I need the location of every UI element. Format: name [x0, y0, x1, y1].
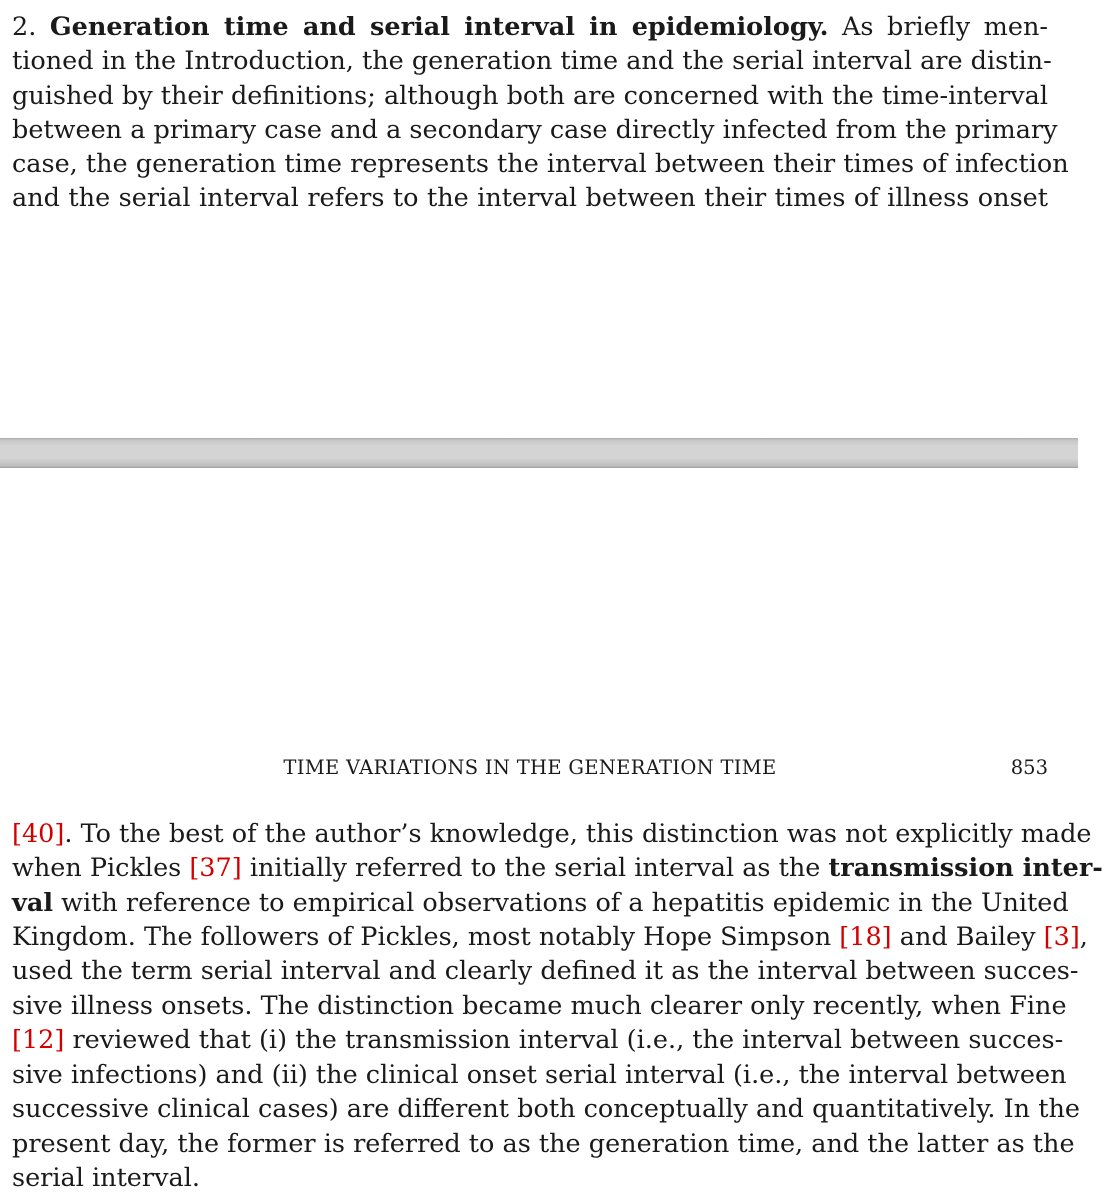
text-line: sive infections) and (ii) the clinical onset serial interval (i.e., the interval between: [12, 1060, 1067, 1090]
text-span: initially referred to the serial interval as the: [241, 853, 829, 883]
citation-link[interactable]: [40]: [12, 819, 65, 849]
text-line: [12, 920, 1088, 954]
citation-link[interactable]: [37]: [189, 853, 242, 883]
citation-link[interactable]: [3]: [1043, 922, 1080, 952]
text-line: used the term serial interval and clearly defined it as the interval between succes-: [12, 956, 1079, 986]
running-title: TIME VARIATIONS IN THE GENERATION TIME: [283, 756, 777, 779]
defined-term: val: [12, 888, 54, 918]
text-line: [12, 886, 1069, 920]
text-span: when Pickles: [12, 853, 190, 883]
page-top: [0, 0, 1078, 438]
section-heading: Generation time and serial interval in epidemiology.: [49, 12, 829, 42]
text-line: [12, 851, 1103, 885]
text-line: [12, 817, 1092, 851]
page-separator: [0, 438, 1078, 468]
text-line: case, the generation time represents the interval between their times of infection: [12, 149, 1069, 179]
text-span: reviewed that (i) the transmission interval (i.e., the interval between succes-: [64, 1025, 1064, 1055]
text-line: present day, the former is referred to as the generation time, and the latter as the: [12, 1129, 1075, 1159]
text-line: sive illness onsets. The distinction became much clearer only recently, when Fine: [12, 991, 1067, 1021]
text-line: guished by their definitions; although both are concerned with the time-interval: [12, 81, 1048, 111]
text-line: successive clinical cases) are different both conceptually and quantitatively. In the: [12, 1094, 1080, 1124]
text-line: serial interval.: [12, 1163, 200, 1193]
running-header: [12, 755, 1048, 781]
text-span: Kingdom. The followers of Pickles, most notably Hope Simpson: [12, 922, 840, 952]
defined-term: transmission inter-: [828, 853, 1103, 883]
text-span: . To the best of the author’s knowledge, this distinction was not explicitly made: [64, 819, 1092, 849]
text-line: As briefly men-: [841, 12, 1048, 42]
page-number: 853: [1010, 756, 1048, 779]
text-span: and Bailey: [891, 922, 1044, 952]
citation-link[interactable]: [12]: [12, 1025, 65, 1055]
text-line: between a primary case and a secondary case directly infected from the primary: [12, 115, 1058, 145]
text-line: and the serial interval refers to the interval between their times of illness onset: [12, 183, 1048, 213]
section-heading-line: [12, 10, 1048, 44]
page-bottom: [0, 468, 1103, 1200]
text-line: [12, 1023, 1064, 1057]
citation-link[interactable]: [18]: [839, 922, 892, 952]
section-number: 2.: [12, 12, 37, 42]
text-span: with reference to empirical observations of a hepatitis epidemic in the United: [53, 888, 1069, 918]
text-line: tioned in the Introduction, the generation time and the serial interval are distin-: [12, 46, 1052, 76]
text-span: ,: [1079, 922, 1088, 952]
